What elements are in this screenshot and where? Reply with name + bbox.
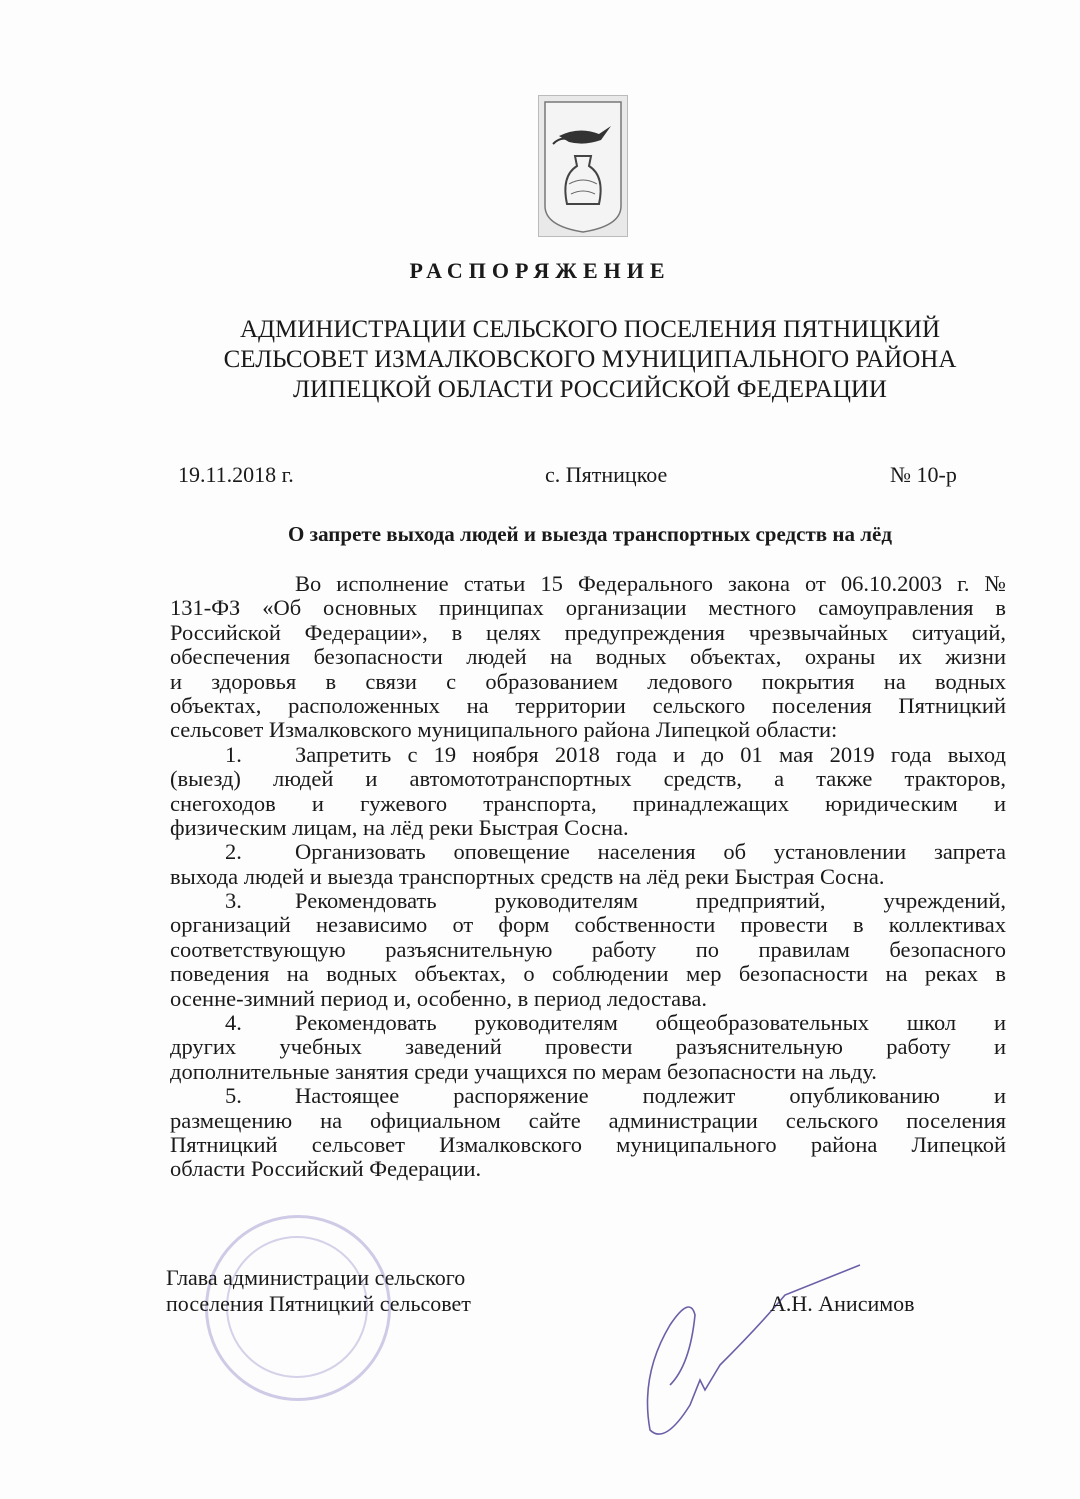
position-line: поселения Пятницкий сельсовет	[166, 1291, 471, 1316]
org-line: АДМИНИСТРАЦИИ СЕЛЬСКОГО ПОСЕЛЕНИЯ ПЯТНИЦКИЙ	[239, 316, 941, 343]
item-number: 5.	[225, 1083, 242, 1109]
text-line: выхода людей и выезда транспортных средств на лёд реки Быстрая Сосна.	[170, 863, 885, 889]
text-line: Настоящее распоряжение подлежит опубликованию и	[295, 1083, 1006, 1109]
text-line: Во исполнение статьи 15 Федерального закона от 06.10.2003 г. №	[295, 571, 1006, 596]
list-item	[170, 889, 1006, 1011]
text-line: Рекомендовать руководителям предприятий, учреждений,	[295, 888, 1006, 914]
list-item	[170, 743, 1006, 841]
item-number: 2.	[225, 839, 242, 865]
document-place: с. Пятницкое	[545, 462, 668, 487]
text-line: Рекомендовать руководителям общеобразовательных школ и	[295, 1010, 1006, 1036]
text-line: сельсовет Измалковского муниципального района Липецкой области:	[170, 717, 838, 743]
text-line: Российской Федерации», в целях предупреждения чрезвычайных ситуаций,	[170, 619, 1006, 645]
document-date: 19.11.2018 г.	[178, 462, 294, 487]
list-item	[170, 1011, 1006, 1084]
item-number: 1.	[225, 741, 242, 767]
document-body	[170, 572, 1006, 1182]
text-line: размещению на официальном сайте администрации сельского поселения	[170, 1107, 1006, 1133]
text-line: Организовать оповещение населения об установлении запрета	[295, 839, 1006, 865]
text-line: Пятницкий сельсовет Измалковского муниципального района Липецкой	[170, 1131, 1006, 1157]
text-line: соответствующую разъяснительную работу по правилам безопасного	[170, 936, 1006, 962]
coat-of-arms-emblem	[538, 95, 628, 237]
text-line: обеспечения безопасности людей на водных объектах, охраны их жизни	[170, 644, 1006, 670]
signatory-name: А.Н. Анисимов	[770, 1291, 915, 1316]
text-line: и здоровья в связи с образованием ледового покрытия на водных	[170, 668, 1006, 694]
text-line: физическим лицам, на лёд реки Быстрая Сосна.	[170, 814, 629, 840]
list-item	[170, 840, 1006, 889]
item-number: 4.	[225, 1010, 242, 1036]
text-line: 131-ФЗ «Об основных принципах организации местного самоуправления в	[170, 595, 1006, 621]
org-line: СЕЛЬСОВЕТ ИЗМАЛКОВСКОГО МУНИЦИПАЛЬНОГО РАЙОНА	[223, 346, 957, 373]
text-line: организаций независимо от форм собственности провести в коллективах	[170, 912, 1006, 938]
document-number: № 10-р	[890, 462, 957, 487]
text-line: объектах, расположенных на территории сельского поселения Пятницкий	[170, 692, 1006, 718]
intro-paragraph	[170, 572, 1006, 743]
item-number: 3.	[225, 888, 242, 914]
text-line: других учебных заведений провести разъяснительную работу и	[170, 1034, 1006, 1060]
position-line: Глава администрации сельского	[166, 1265, 466, 1290]
issuing-organization	[150, 315, 1030, 405]
text-line: дополнительные занятия среди учащихся по мерам безопасности на льду.	[170, 1058, 877, 1084]
text-line: области Российский Федерации.	[170, 1156, 482, 1182]
document-subject: О запрете выхода людей и выезда транспортных средств на лёд	[288, 522, 892, 546]
org-line: ЛИПЕЦКОЙ ОБЛАСТИ РОССИЙСКОЙ ФЕДЕРАЦИИ	[293, 376, 887, 403]
document-type-title: РАСПОРЯЖЕНИЕ	[409, 258, 671, 283]
list-item	[170, 1084, 1006, 1182]
text-line: Запретить с 19 ноября 2018 года и до 01 мая 2019 года выход	[295, 741, 1006, 767]
text-line: снегоходов и гужевого транспорта, принадлежащих юридическим и	[170, 790, 1006, 816]
text-line: (выезд) людей и автомототранспортных средств, а также тракторов,	[170, 766, 1006, 792]
handwritten-signature	[610, 1255, 870, 1460]
signatory-position	[166, 1265, 471, 1317]
text-line: поведения на водных объектах, о соблюдении мер безопасности на реках в	[170, 961, 1006, 987]
text-line: осенне-зимний период и, особенно, в период ледостава.	[170, 985, 708, 1011]
